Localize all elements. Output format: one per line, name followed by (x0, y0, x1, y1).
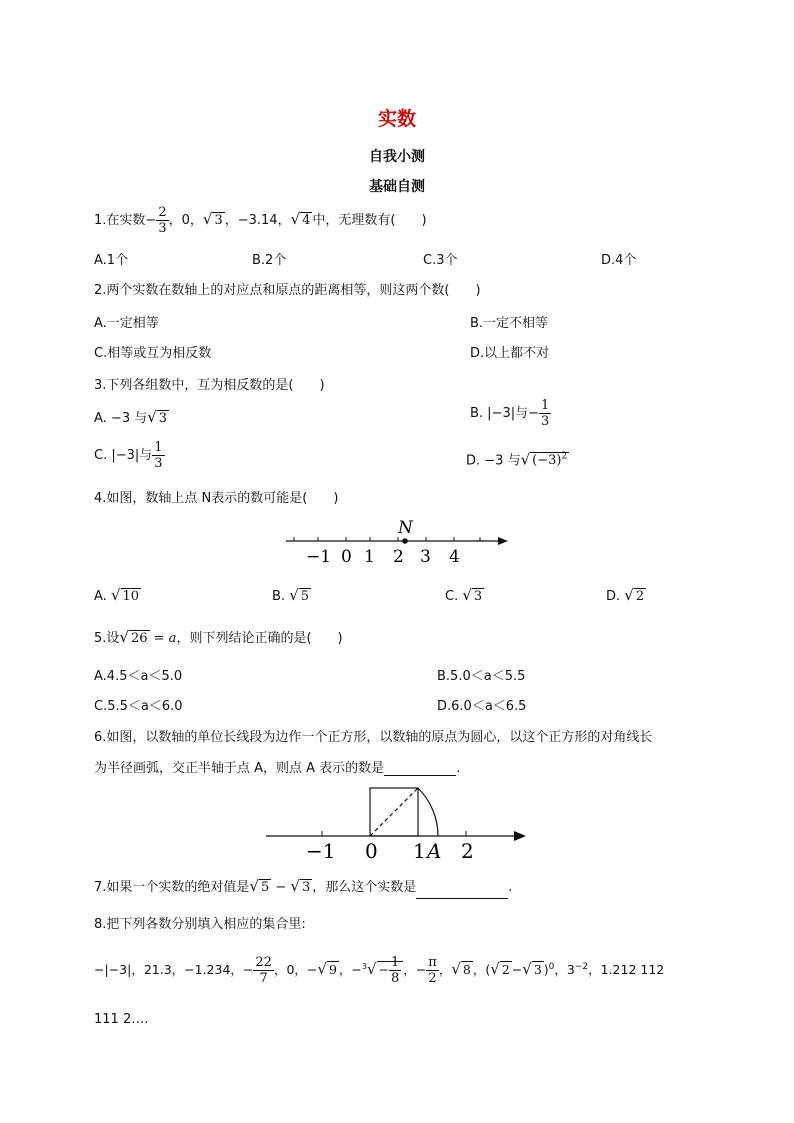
q8-cube-root: √ − $\frac{1}{8}$ (367, 952, 403, 987)
q8-seg4: − (378, 962, 390, 978)
q8-sqrt2: √ 2 (490, 960, 510, 979)
q6-tick-label: 0 (365, 839, 378, 863)
question-5 (94, 626, 343, 650)
q8-f3-num: π (428, 955, 437, 971)
q5-suffix: ，则下列结论正确的是( ) (176, 631, 343, 646)
q6-tick-label: −1 (306, 839, 336, 863)
question-4: 4.如图，数轴上点 N表示的数可能是( ) (94, 491, 339, 506)
q1-fraction (156, 205, 168, 236)
q3-d-radicand (530, 452, 569, 468)
q7-sqrt3: √ 3 (290, 877, 311, 895)
q5-option-c: C.5.5＜a＜6.0 (94, 699, 183, 714)
q7-suffix: ，那么这个实数是 (312, 880, 417, 895)
q4-tick-label: 4 (449, 547, 460, 566)
q6-text: 为半径画弧，交正半轴于点 A，则点 A 表示的数是 (94, 761, 385, 776)
q2-option-b: B.一定不相等 (470, 316, 549, 331)
q4-a-label: A. (94, 589, 107, 604)
q3-c-fraction (152, 440, 164, 471)
q8-fraction-pi-2 (426, 955, 439, 986)
q4-a-value: 10 (122, 589, 140, 604)
q8-cube-root-radicand (377, 955, 404, 987)
q7-minus: − (271, 880, 291, 895)
q6-diagonal (370, 788, 418, 836)
q4-tick-label: 1 (364, 547, 375, 566)
q3-d-base: (−3) (532, 453, 562, 469)
q2-option-a: A.一定相等 (94, 316, 159, 331)
q8-sqrt9: √ 9 (317, 960, 337, 979)
q3-option-d (466, 446, 569, 472)
q8-cube-root-index: 3 (361, 962, 367, 971)
question-7 (94, 875, 512, 899)
q1-option-d: D.4个 (601, 253, 637, 268)
q4-d-label: D. (606, 589, 621, 604)
q4-option-b (272, 584, 311, 608)
q5-sqrt: √ 26 (119, 628, 148, 646)
q1-minus: − (145, 213, 157, 228)
q5-sqrt-value: 26 (130, 631, 148, 646)
q8-fraction-22-7 (253, 955, 274, 986)
q8-seg10: ，3 (554, 962, 575, 978)
q8-exponent-zero: 0 (548, 962, 555, 972)
q3-a-sqrt: √ 3 (147, 408, 168, 426)
page-title: 实数 (378, 108, 417, 130)
q5-equation: = a (149, 631, 177, 646)
q5-option-a: A.4.5＜a＜5.0 (94, 669, 183, 684)
q7-end: . (508, 880, 513, 895)
q6-tick-label: 2 (461, 839, 474, 863)
q3-option-b (470, 398, 551, 429)
q3-a-sqrt-value: 3 (158, 411, 168, 426)
q8-seg1: −|−3|，21.3，−1.234，− (94, 962, 254, 978)
q5-prefix: 5.设 (94, 631, 120, 646)
q3-b-num: 1 (541, 398, 550, 413)
q3-b-fraction (539, 398, 551, 429)
q1-sep2: ，−3.14， (224, 213, 291, 228)
q4-option-c (445, 584, 484, 608)
q7-sqrt5-value: 5 (260, 880, 270, 895)
q4-c-value: 3 (473, 589, 483, 604)
q8-sqrt3-value: 3 (533, 962, 542, 978)
q1-suffix: 中，无理数有( ) (312, 213, 427, 228)
q1-prefix: 1.在实数 (94, 213, 146, 228)
q4-option-a (94, 584, 141, 608)
q8-seg7: ，( (472, 962, 491, 978)
q6-arc (418, 788, 438, 836)
q3-c-text: C. |−3|与 (94, 448, 153, 463)
q8-sqrt8: √ 8 (451, 960, 471, 979)
q4-b-sqrt: √ 5 (289, 586, 310, 604)
q1-sqrt3-value: 3 (214, 213, 223, 228)
q4-d-sqrt: √ 2 (624, 586, 645, 604)
q8-sqrt8-value: 8 (462, 962, 471, 978)
q8-seg8: − (511, 962, 523, 978)
q3-c-den: 3 (154, 456, 163, 471)
question-6-line2 (94, 757, 460, 776)
q1-option-b: B.2个 (252, 253, 287, 268)
q8-seg5: ，− (403, 962, 427, 978)
q5-option-d: D.6.0＜a＜6.5 (437, 699, 527, 714)
question-1 (94, 204, 427, 236)
q1-sqrt4: √ 4 (290, 210, 311, 228)
q1-option-c: C.3个 (423, 253, 458, 268)
q4-d-value: 2 (635, 589, 645, 604)
q7-prefix: 7.如果一个实数的绝对值是 (94, 880, 250, 895)
q8-sqrt2-value: 2 (501, 962, 510, 978)
q1-sqrt4-value: 4 (302, 213, 311, 228)
q2-option-c: C.相等或互为相反数 (94, 346, 212, 361)
q4-tick-label: 0 (341, 547, 352, 566)
q1-frac-num: 2 (158, 205, 167, 220)
q4-option-d (606, 584, 646, 608)
q4-b-value: 5 (300, 589, 310, 604)
q4-c-sqrt: √ 3 (462, 586, 483, 604)
q4-tick-label: 3 (420, 547, 431, 566)
q6-answer-blank (384, 775, 456, 776)
q8-seg3: ，− (338, 962, 362, 978)
q3-d-sqrt: √ $(-3)^2$ (520, 450, 568, 469)
question-6-line1: 6.如图，以数轴的单位长线段为边作一个正方形，以数轴的原点为圆心，以这个正方形的对角线长 (94, 730, 653, 745)
q8-f2-den: 8 (391, 971, 400, 987)
q3-b-den: 3 (541, 414, 550, 429)
q6-axis-arrow (514, 831, 526, 841)
q4-b-label: B. (272, 589, 286, 604)
q8-seg2: ，0，− (273, 962, 318, 978)
q1-sep1: ，0， (168, 213, 203, 228)
q6-point-label: A (427, 839, 442, 863)
q3-option-c (94, 440, 165, 471)
q8-f1-den: 7 (259, 971, 268, 987)
q4-tick-label: −1 (306, 547, 332, 566)
q3-d-exponent: 2 (561, 452, 568, 462)
q6-number-line-figure (264, 782, 530, 864)
q4-number-line-figure (284, 514, 514, 566)
q8-sqrt9-value: 9 (328, 962, 337, 978)
q8-seg9: ) (543, 962, 549, 978)
question-3: 3.下列各组数中，互为相反数的是( ) (94, 378, 325, 393)
q8-seg6: ， (438, 962, 452, 978)
q1-frac-den: 3 (158, 221, 167, 236)
q4-point-label: N (398, 518, 413, 538)
q4-tick-label: 2 (393, 547, 404, 566)
section-subtitle: 自我小测 (369, 149, 425, 165)
q1-option-a: A.1个 (94, 253, 129, 268)
question-8: 8.把下列各数分别填入相应的集合里: (94, 917, 306, 932)
q1-sqrt3: √ 3 (202, 210, 223, 228)
q7-sqrt3-value: 3 (301, 880, 311, 895)
q7-sqrt5: √ 5 (249, 877, 270, 895)
q8-sqrt3: √ 3 (522, 960, 542, 979)
q8-seg11: ，1.212 112 (588, 962, 665, 978)
q6-tick-label: 1 (413, 839, 426, 863)
q6-tick-marks (322, 831, 466, 836)
q2-option-d: D.以上都不对 (470, 346, 550, 361)
q6-end: . (456, 761, 461, 776)
q8-f3-den: 2 (428, 971, 437, 987)
q8-number-list (94, 950, 664, 987)
q8-fraction-1-8 (389, 955, 401, 986)
q8-exponent-neg2: −2 (574, 962, 589, 972)
q4-c-label: C. (445, 589, 459, 604)
q3-c-num: 1 (154, 440, 163, 455)
q8-f2-num: 1 (391, 955, 400, 971)
q3-b-text: B. |−3|与− (470, 406, 539, 421)
q8-number-list-line2: 111 2…. (94, 1012, 149, 1027)
q3-option-a (94, 406, 169, 430)
q4-point-n (402, 538, 408, 544)
section-subtitle-basic: 基础自测 (369, 179, 425, 195)
q7-answer-blank (416, 898, 508, 899)
question-2: 2.两个实数在数轴上的对应点和原点的距离相等，则这两个数( ) (94, 283, 481, 298)
q4-a-sqrt: √ 10 (110, 586, 140, 604)
q4-axis-arrow (498, 537, 508, 545)
q3-a-text: A. −3 与 (94, 411, 148, 426)
q3-d-text: D. −3 与 (466, 453, 521, 469)
q5-option-b: B.5.0＜a＜5.5 (437, 669, 526, 684)
q8-f1-num: 22 (255, 955, 272, 971)
